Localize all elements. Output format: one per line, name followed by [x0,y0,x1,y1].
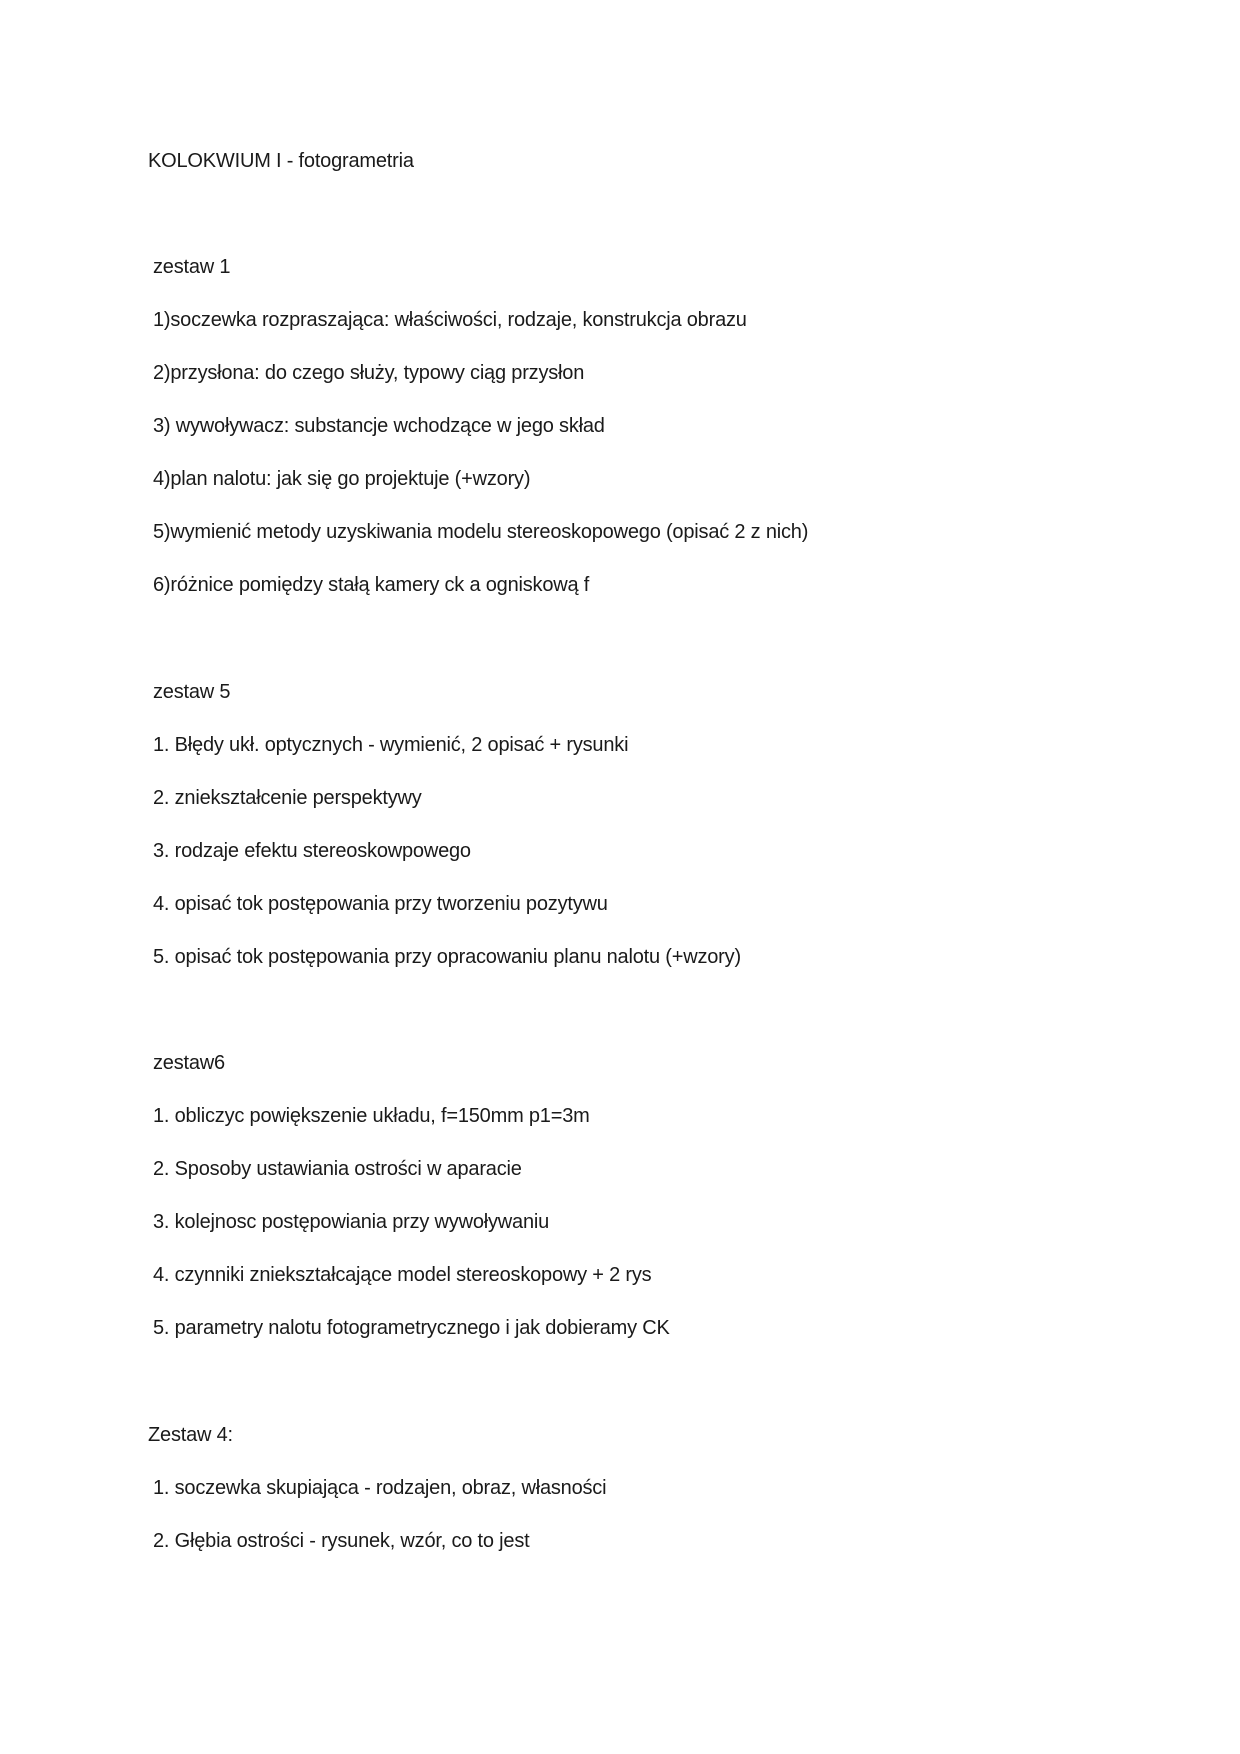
set-4-heading: Zestaw 4: [148,1424,233,1446]
set-1-item-6: 6)różnice pomiędzy stałą kamery ck a ogniskową f [153,574,590,596]
set-4-item-2: 2. Głębia ostrości - rysunek, wzór, co to jest [153,1530,530,1552]
set-6-item-4: 4. czynniki zniekształcające model stereoskopowy + 2 rys [153,1264,652,1286]
set-1-item-3: 3) wywoływacz: substancje wchodzące w jego skład [153,415,605,437]
set-5-heading: zestaw 5 [153,681,231,703]
set-1-heading: zestaw 1 [153,256,231,278]
set-1-item-5: 5)wymienić metody uzyskiwania modelu stereoskopowego (opisać 2 z nich) [153,521,809,543]
set-6-item-1: 1. obliczyc powiększenie układu, f=150mm p1=3m [153,1105,590,1127]
set-5-item-1: 1. Błędy ukł. optycznych - wymienić, 2 opisać + rysunki [153,734,629,756]
set-5-item-4: 4. opisać tok postępowania przy tworzeniu pozytywu [153,893,608,915]
document-title: KOLOKWIUM I - fotogrametria [148,150,414,172]
set-1-item-4: 4)plan nalotu: jak się go projektuje (+wzory) [153,468,531,490]
set-6-item-2: 2. Sposoby ustawiania ostrości w aparacie [153,1158,522,1180]
set-5-item-2: 2. zniekształcenie perspektywy [153,787,422,809]
set-1-item-2: 2)przysłona: do czego służy, typowy ciąg przysłon [153,362,585,384]
set-6-item-5: 5. parametry nalotu fotogrametrycznego i jak dobieramy CK [153,1317,670,1339]
set-5-item-3: 3. rodzaje efektu stereoskowpowego [153,840,471,862]
set-5-item-5: 5. opisać tok postępowania przy opracowaniu planu nalotu (+wzory) [153,946,741,968]
set-6-item-3: 3. kolejnosc postępowiania przy wywoływaniu [153,1211,550,1233]
set-6-heading: zestaw6 [153,1052,225,1074]
set-4-item-1: 1. soczewka skupiająca - rodzajen, obraz, własności [153,1477,607,1499]
set-1-item-1: 1)soczewka rozpraszająca: właściwości, rodzaje, konstrukcja obrazu [153,309,747,331]
